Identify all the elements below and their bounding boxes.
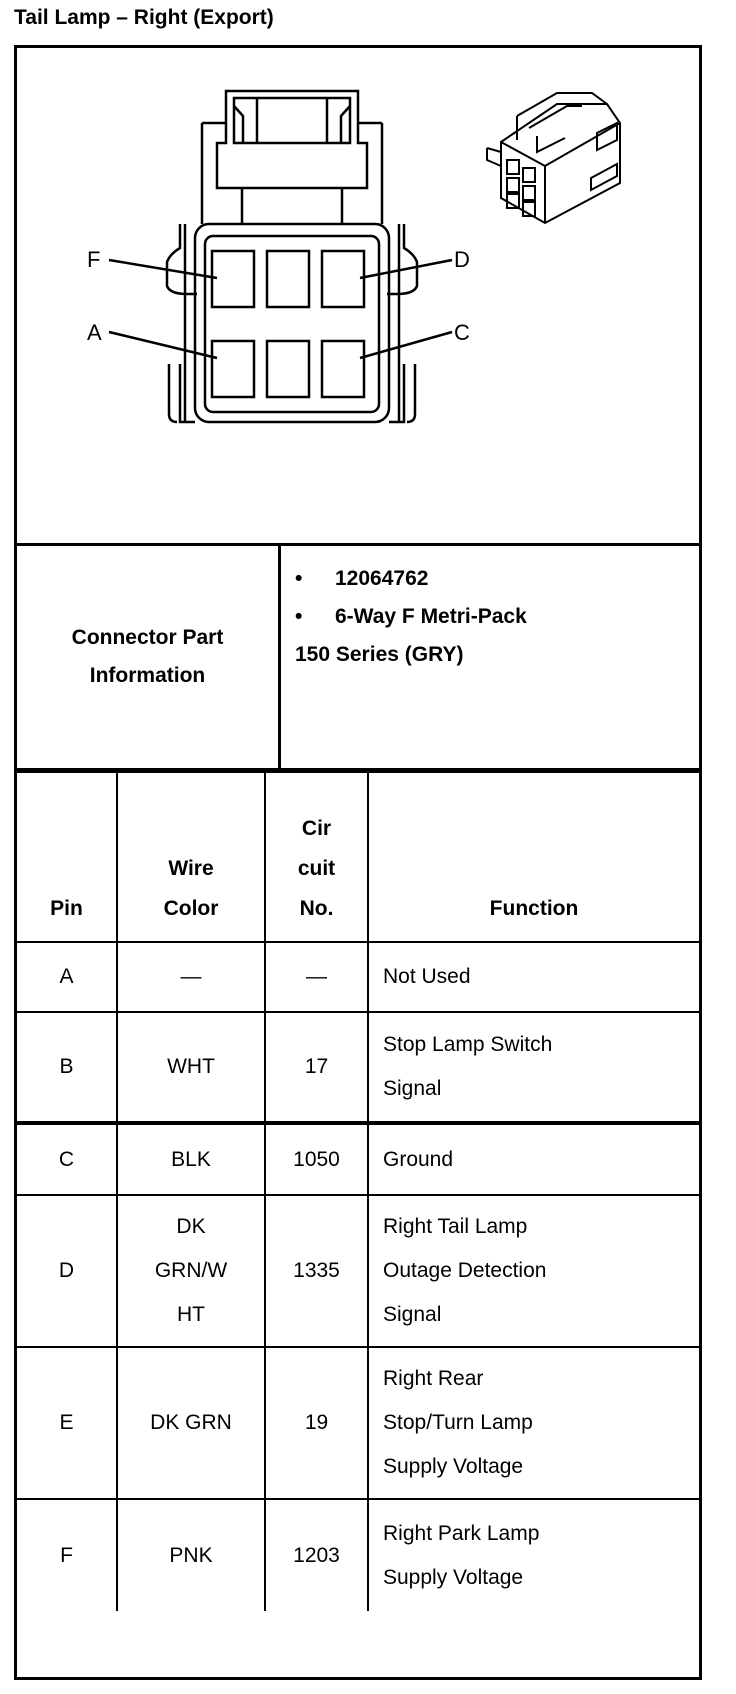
header-function: Function [368,772,699,942]
wire-color-cell: — [117,942,265,1012]
function-line: Stop Lamp Switch [383,1033,553,1056]
pin-label-c: C [454,320,470,345]
part-number: 12064762 [335,567,429,590]
bullet-icon: • [295,567,303,590]
pin-label-a: A [87,320,102,345]
function-line: Signal [383,1303,442,1326]
connector-face-drawing [17,48,699,543]
pin-cell: D [17,1195,117,1347]
function-line: Supply Voltage [383,1455,524,1478]
connector-part-details [281,560,691,674]
connector-part-info-row [17,546,699,771]
function-cell [368,1195,699,1347]
header-wire-color [117,772,265,942]
connector-diagram [17,48,699,546]
header-pin: Pin [17,772,117,942]
pin-cell: C [17,1123,117,1195]
page-title: Tail Lamp – Right (Export) [14,6,274,29]
circuit-cell: 1335 [265,1195,368,1347]
wire-color-cell: WHT [117,1012,265,1123]
pin-label-d: D [454,247,470,272]
function-cell [368,1499,699,1611]
function-line: Right Tail Lamp [383,1215,528,1238]
circuit-cell: 1203 [265,1499,368,1611]
function-line: Right Park Lamp [383,1521,540,1545]
connector-isometric-icon [487,93,620,223]
table-row [17,1499,699,1611]
bullet-icon: • [295,605,303,628]
header-circuit-line3: No. [299,897,334,920]
connector-sheet [14,45,702,1680]
table-row [17,1195,699,1347]
function-cell [368,1347,699,1499]
wire-color-cell [117,1195,265,1347]
wire-color-cell: BLK [117,1123,265,1195]
part-description: 6-Way F Metri-Pack [335,605,527,628]
function-line: Stop/Turn Lamp [383,1411,533,1434]
function-line: Supply Voltage [383,1565,524,1589]
part-series: 150 Series (GRY) [295,643,464,666]
pin-cell: F [17,1499,117,1611]
table-row [17,1347,699,1499]
header-circuit-line2: cuit [297,857,336,880]
header-wire-line2: Color [163,897,219,920]
pin-cell: B [17,1012,117,1123]
function-line: Signal [383,1077,442,1100]
header-wire-line1: Wire [168,857,214,880]
wire-line: GRN/W [154,1259,228,1282]
connector-part-label [17,546,281,768]
pin-cell: E [17,1347,117,1499]
wire-color-cell: PNK [117,1499,265,1611]
connector-part-label-line1: Connector Part [71,626,224,649]
pin-cell: A [17,942,117,1012]
wire-color-cell: DK GRN [117,1347,265,1499]
circuit-cell: — [265,942,368,1012]
wire-line: HT [177,1303,205,1326]
function-line: Right Rear [383,1367,484,1390]
table-row [17,1012,699,1123]
part-number-item [281,560,691,598]
function-cell: Not Used [368,942,699,1012]
function-line: Outage Detection [383,1259,547,1282]
wire-line: DK [176,1215,206,1238]
part-description-item [281,598,691,636]
function-cell [368,1012,699,1123]
connector-part-label-line2: Information [89,664,206,687]
table-row [17,942,699,1012]
table-row [17,1123,699,1195]
pin-label-f: F [87,247,101,272]
pinout-header-row [17,772,699,942]
function-cell: Ground [368,1123,699,1195]
circuit-cell: 19 [265,1347,368,1499]
circuit-cell: 1050 [265,1123,368,1195]
header-circuit-line1: Cir [301,817,332,840]
circuit-cell: 17 [265,1012,368,1123]
header-circuit-no [265,772,368,942]
pinout-table [17,771,699,1611]
